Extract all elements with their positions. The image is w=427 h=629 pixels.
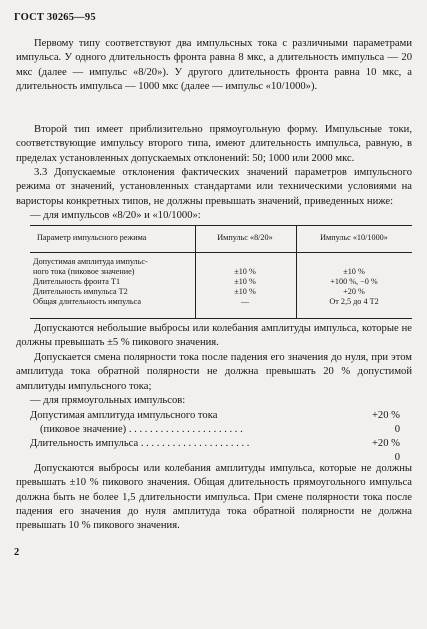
list-item-label: (пиковое значение) . . . . . . . . . . . . . . . . . . . . . . xyxy=(40,424,243,435)
document-header: ГОСТ 30265—95 xyxy=(14,12,96,23)
table-cell: От 2,5 до 4 T2 xyxy=(329,297,379,306)
table-cell: ±10 % xyxy=(234,267,256,276)
paragraph-2: Второй тип имеет приблизительно прямоугольную форму. Импульсные токи, соответствующие импульсу второго типа, имеют длительность импульса, равную, в пределах установленных допускаемых отклонений: 50; 1000 или 2000 мкс. xyxy=(16,124,412,164)
paragraph-3: 3.3 Допускаемые отклонения фактических значений параметров импульсного режима от значений, установленных стандартами или техническими условиями на варисторы конкретных типов, не должны превышать значений, приведенных ниже: xyxy=(16,167,412,207)
page-number: 2 xyxy=(14,547,20,558)
list-item-value: 0 xyxy=(394,452,400,463)
table-cell: +20 % xyxy=(343,287,365,296)
list-item-label: Допустимая амплитуда импульсного тока xyxy=(30,410,218,421)
paragraph-1: Первому типу соответствуют два импульсных тока с различными параметрами импульса. У одного длительность фронта равна 8 мкс, а длительность импульса — 20 мкс (далее — импульс «8/20»). У другого длительность фронта равна 10 мкс, а длительность импульса — 1000 мкс (далее — импульс «10/1000»). xyxy=(16,38,412,92)
rect-impulse-list xyxy=(30,409,412,467)
table-cell: ±10 % xyxy=(234,287,256,296)
table-row-label: Общая длительность импульса xyxy=(33,297,142,306)
paragraph-4: Допускаются небольшие выбросы или колебания амплитуды импульса, которые не должны превышать ±5 % пикового значения. xyxy=(16,323,412,349)
table-cell: +100 %, −0 % xyxy=(330,277,378,286)
table-header-rule xyxy=(30,252,412,253)
table-header-8-20: Импульс «8/20» xyxy=(217,233,273,242)
list-item-value: +20 % xyxy=(371,438,400,449)
list-item-value: 0 xyxy=(394,424,400,435)
table-cell: — xyxy=(240,297,250,306)
table-row-label: Допустимая амплитуда импульс- xyxy=(33,257,148,266)
table-row-label: Длительность импульса T2 xyxy=(33,287,128,296)
table-cell: ±10 % xyxy=(234,277,256,286)
list-intro-1: — для импульсов «8/20» и «10/1000»: xyxy=(30,210,201,221)
paragraph-5: Допускается смена полярности тока после падения его значения до нуля, при этом амплитуда тока обратной полярности не должна превышать 20 % допустимой амплитуды импульсного тока; xyxy=(16,352,412,392)
parameters-table xyxy=(30,225,412,319)
table-row-label: Длительность фронта T1 xyxy=(33,277,121,286)
list-intro-2: — для прямоугольных импульсов: xyxy=(30,395,186,406)
list-item-label: Длительность импульса . . . . . . . . . . . . . . . . . . . . . xyxy=(30,438,250,449)
table-header-10-1000: Импульс «10/1000» xyxy=(320,233,388,242)
table-header-param: Параметр импульсного режима xyxy=(37,233,147,242)
table-cell: ±10 % xyxy=(343,267,365,276)
table-row-label: ного тока (пиковое значение) xyxy=(33,267,135,276)
paragraph-6: Допускаются выбросы или колебания амплитуды импульса, которые не должны превышать ±10 % пикового значения. Общая длительность прямоугольного импульса должна быть не более 1,5 длительности импульса. При смене полярности тока после падения его значения до нуля амплитуда тока обратной полярности не должна превышать 10 % пикового значения. xyxy=(16,463,412,532)
list-item-value: +20 % xyxy=(371,410,400,421)
